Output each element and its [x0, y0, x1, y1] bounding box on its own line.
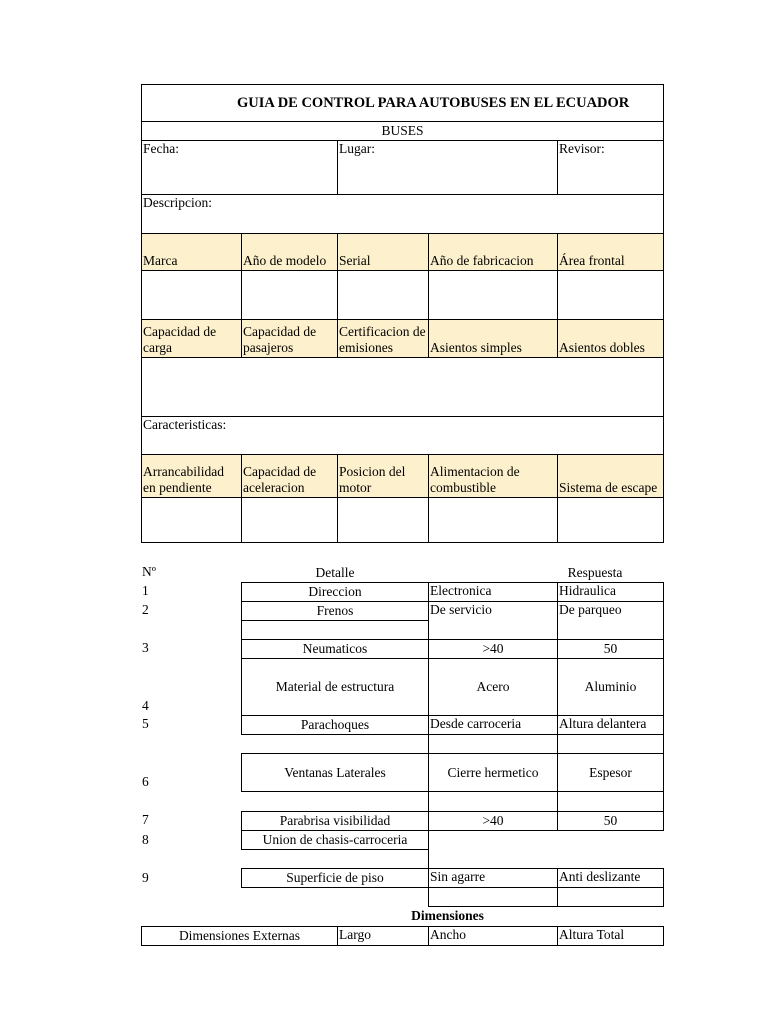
- item-no: 6: [142, 774, 149, 789]
- col-no-header: Nº: [142, 564, 156, 579]
- form-subtitle: BUSES: [141, 121, 664, 141]
- option-desde-carroceria[interactable]: Desde carroceria: [428, 715, 558, 735]
- option-neumaticos-40[interactable]: >40: [428, 639, 558, 659]
- input-marca[interactable]: [141, 270, 242, 320]
- item-no: 3: [142, 640, 149, 655]
- blank-cell[interactable]: [428, 734, 558, 754]
- option-parabrisa-40[interactable]: >40: [428, 811, 558, 831]
- header-alimentacion-combustible: Alimentacion de combustible: [428, 454, 558, 498]
- option-espesor[interactable]: Espesor: [557, 753, 664, 792]
- option-electronica[interactable]: Electronica: [428, 582, 558, 602]
- row-divider: [428, 849, 429, 869]
- option-anti-deslizante[interactable]: Anti deslizante: [557, 868, 664, 888]
- header-marca: Marca: [141, 233, 242, 271]
- input-capacidades-row[interactable]: [141, 357, 664, 417]
- header-ano-fabricacion: Año de fabricacion: [428, 233, 558, 271]
- header-capacidad-aceleracion: Capacidad de aceleracion: [241, 454, 338, 498]
- blank-cell[interactable]: [557, 791, 664, 812]
- detalle-frenos: Frenos: [241, 601, 429, 621]
- detalle-neumaticos: Neumaticos: [241, 639, 429, 659]
- dimension-largo[interactable]: Largo: [337, 926, 429, 946]
- blank-cell[interactable]: [557, 734, 664, 754]
- input-ano-modelo[interactable]: [241, 270, 338, 320]
- item-no: 9: [142, 870, 149, 885]
- input-area-frontal[interactable]: [557, 270, 664, 320]
- item-no: 5: [142, 716, 149, 731]
- input-sistema-escape[interactable]: [557, 497, 664, 543]
- option-hidraulica[interactable]: Hidraulica: [557, 582, 664, 602]
- option-aluminio[interactable]: Aluminio: [557, 658, 664, 716]
- blank-cell[interactable]: [428, 791, 558, 812]
- col-respuesta-header: Respuesta: [567, 565, 623, 580]
- option-cierre-hermetico[interactable]: Cierre hermetico: [428, 753, 558, 792]
- blank-cell[interactable]: [428, 887, 558, 907]
- header-posicion-motor: Posicion del motor: [337, 454, 429, 498]
- item-no: 7: [142, 812, 149, 827]
- lugar-field[interactable]: Lugar:: [337, 140, 558, 195]
- header-sistema-escape: Sistema de escape: [557, 454, 664, 498]
- header-arrancabilidad: Arrancabilidad en pendiente: [141, 454, 242, 498]
- detalle-frenos-extra: [241, 620, 429, 640]
- item-no: 8: [142, 832, 149, 847]
- dimension-altura-total[interactable]: Altura Total: [557, 926, 664, 946]
- detalle-parachoques: Parachoques: [241, 715, 429, 735]
- col-detalle-header: Detalle: [315, 565, 355, 580]
- revisor-field[interactable]: Revisor:: [557, 140, 664, 195]
- header-asientos-dobles: Asientos dobles: [557, 319, 664, 358]
- detalle-ventanas-laterales: Ventanas Laterales: [241, 753, 429, 792]
- input-alimentacion-combustible[interactable]: [428, 497, 558, 543]
- header-area-frontal: Área frontal: [557, 233, 664, 271]
- header-asientos-simples: Asientos simples: [428, 319, 558, 358]
- option-acero[interactable]: Acero: [428, 658, 558, 716]
- option-altura-delantera[interactable]: Altura delantera: [557, 715, 664, 735]
- dimensiones-title: Dimensiones: [411, 908, 484, 923]
- item-no: 1: [142, 583, 149, 598]
- option-de-parqueo[interactable]: De parqueo: [557, 601, 664, 640]
- detalle-material-estructura: Material de estructura: [241, 658, 429, 716]
- option-parabrisa-50[interactable]: 50: [557, 811, 664, 831]
- header-certificacion-emisiones: Certificacion de emisiones: [337, 319, 429, 358]
- item-no: 4: [142, 698, 149, 713]
- input-serial[interactable]: [337, 270, 429, 320]
- header-serial: Serial: [337, 233, 429, 271]
- input-posicion-motor[interactable]: [337, 497, 429, 543]
- input-capacidad-aceleracion[interactable]: [241, 497, 338, 543]
- detalle-superficie-piso: Superficie de piso: [241, 868, 429, 888]
- input-ano-fabricacion[interactable]: [428, 270, 558, 320]
- detalle-parabrisa-visibilidad: Parabrisa visibilidad: [241, 811, 429, 831]
- header-capacidad-carga: Capacidad de carga: [141, 319, 242, 358]
- input-arrancabilidad[interactable]: [141, 497, 242, 543]
- fecha-field[interactable]: Fecha:: [141, 140, 338, 195]
- caracteristicas-label: Caracteristicas:: [141, 416, 664, 455]
- option-neumaticos-50[interactable]: 50: [557, 639, 664, 659]
- detalle-direccion: Direccion: [241, 582, 429, 602]
- option-sin-agarre[interactable]: Sin agarre: [428, 868, 558, 888]
- option-de-servicio[interactable]: De servicio: [428, 601, 558, 640]
- form-title: GUIA DE CONTROL PARA AUTOBUSES EN EL ECUADOR: [141, 84, 664, 122]
- descripcion-label: Descripcion:: [141, 194, 664, 234]
- dimension-ancho[interactable]: Ancho: [428, 926, 558, 946]
- header-ano-modelo: Año de modelo: [241, 233, 338, 271]
- blank-cell[interactable]: [557, 887, 664, 907]
- header-capacidad-pasajeros: Capacidad de pasajeros: [241, 319, 338, 358]
- dimensiones-externas: Dimensiones Externas: [141, 926, 338, 946]
- detalle-union-chasis-carroceria: Union de chasis-carroceria: [241, 830, 429, 850]
- item-no: 2: [142, 602, 149, 617]
